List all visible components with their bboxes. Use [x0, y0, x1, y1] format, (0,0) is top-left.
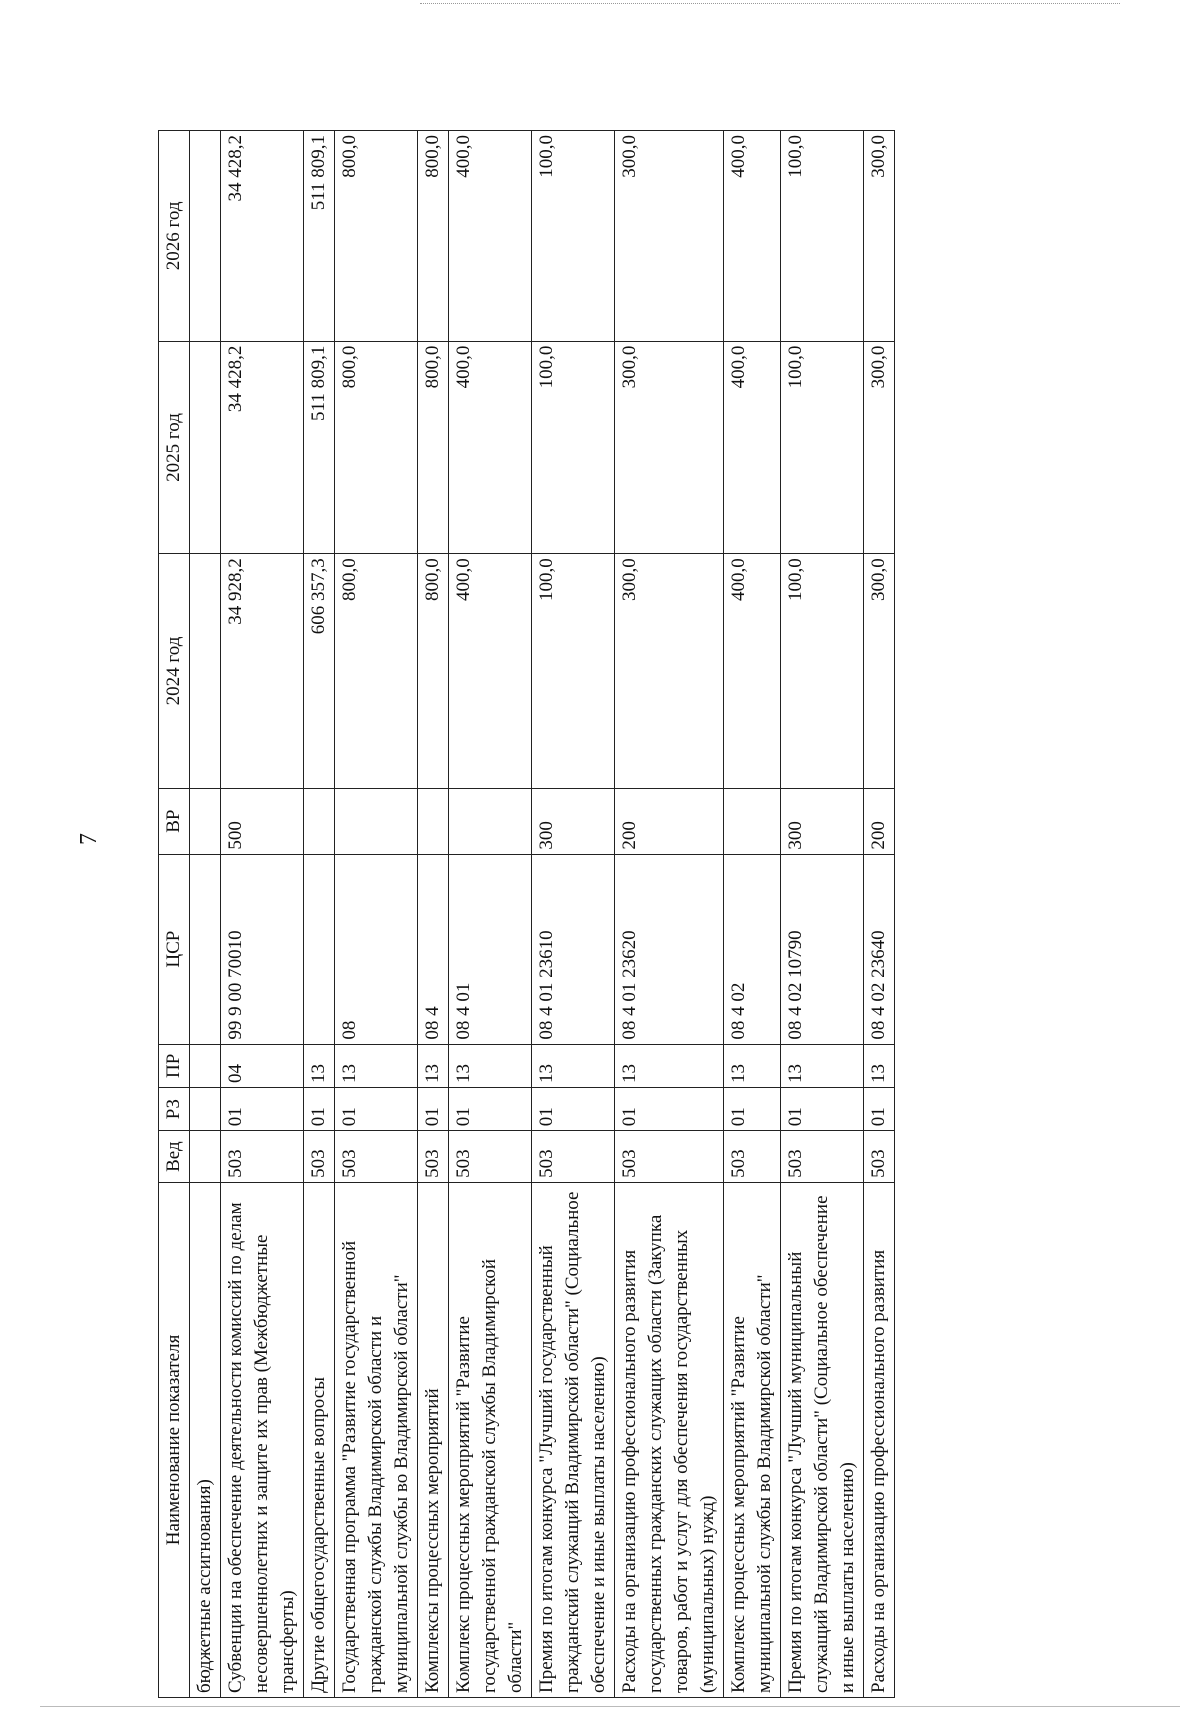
cell-ved — [190, 1131, 221, 1183]
cell-y2024: 300,0 — [615, 554, 724, 788]
cell-rz: 01 — [449, 1087, 532, 1130]
cell-csr: 08 4 02 23640 — [864, 854, 895, 1044]
cell-name: Комплексы процессных мероприятий — [418, 1182, 449, 1697]
cell-ved: 503 — [418, 1131, 449, 1183]
table-body — [190, 131, 895, 1698]
cell-pr: 13 — [418, 1044, 449, 1087]
cell-pr: 13 — [304, 1044, 335, 1087]
table-row — [418, 131, 449, 1698]
rotated-table-wrapper — [158, 130, 1125, 1698]
cell-csr: 08 — [335, 854, 418, 1044]
cell-y2026: 400,0 — [449, 131, 532, 342]
cell-ved: 503 — [335, 1131, 418, 1183]
header-csr: ЦСР — [159, 854, 190, 1044]
cell-rz — [190, 1087, 221, 1130]
table-row — [864, 131, 895, 1698]
header-ved: Вед — [159, 1131, 190, 1183]
table-row — [221, 131, 304, 1698]
table-row — [190, 131, 221, 1698]
cell-ved: 503 — [615, 1131, 724, 1183]
cell-csr: 08 4 01 23610 — [532, 854, 615, 1044]
cell-name: Другие общегосударственные вопросы — [304, 1182, 335, 1697]
cell-y2025 — [190, 341, 221, 554]
cell-vr — [449, 788, 532, 854]
table-row — [532, 131, 615, 1698]
cell-y2026: 100,0 — [781, 131, 864, 342]
table-row — [449, 131, 532, 1698]
cell-y2024: 400,0 — [724, 554, 781, 788]
budget-table — [158, 130, 895, 1698]
header-name: Наименование показателя — [159, 1182, 190, 1697]
cell-rz: 01 — [615, 1087, 724, 1130]
cell-vr — [418, 788, 449, 854]
cell-vr: 300 — [532, 788, 615, 854]
cell-y2024 — [190, 554, 221, 788]
header-rz: РЗ — [159, 1087, 190, 1130]
header-vr: ВР — [159, 788, 190, 854]
cell-csr — [190, 854, 221, 1044]
cell-rz: 01 — [532, 1087, 615, 1130]
cell-pr: 04 — [221, 1044, 304, 1087]
cell-y2026: 34 428,2 — [221, 131, 304, 342]
cell-name: Расходы на организацию профессионального развития государственных гражданских служащих области (Закупка товаров, работ и услуг для обеспечения государственных (муниципальных) нужд) — [615, 1182, 724, 1697]
cell-name: Премия по итогам конкурса "Лучший государственный гражданский служащий Владимирской области" (Социальное обеспечение и иные выплаты населению) — [532, 1182, 615, 1697]
cell-vr — [724, 788, 781, 854]
cell-vr — [335, 788, 418, 854]
cell-ved: 503 — [532, 1131, 615, 1183]
cell-csr: 08 4 — [418, 854, 449, 1044]
cell-y2026: 800,0 — [335, 131, 418, 342]
cell-y2025: 400,0 — [449, 341, 532, 554]
cell-y2026: 100,0 — [532, 131, 615, 342]
header-2025: 2025 год — [159, 341, 190, 554]
cell-y2026: 300,0 — [615, 131, 724, 342]
cell-pr — [190, 1044, 221, 1087]
cell-pr: 13 — [615, 1044, 724, 1087]
cell-ved: 503 — [864, 1131, 895, 1183]
cell-vr — [304, 788, 335, 854]
table-row — [781, 131, 864, 1698]
cell-ved: 503 — [449, 1131, 532, 1183]
cell-vr: 500 — [221, 788, 304, 854]
cell-pr: 13 — [449, 1044, 532, 1087]
header-pr: ПР — [159, 1044, 190, 1087]
table-row — [724, 131, 781, 1698]
cell-rz: 01 — [304, 1087, 335, 1130]
cell-y2026 — [190, 131, 221, 342]
cell-name: Премия по итогам конкурса "Лучший муниципальный служащий Владимирской области" (Социальное обеспечение и иные выплаты населению) — [781, 1182, 864, 1697]
table-row — [335, 131, 418, 1698]
cell-rz: 01 — [221, 1087, 304, 1130]
cell-vr: 200 — [615, 788, 724, 854]
table-row — [304, 131, 335, 1698]
cell-csr: 08 4 02 10790 — [781, 854, 864, 1044]
cell-name: Комплекс процессных мероприятий "Развитие государственной гражданской службы Владимирской области" — [449, 1182, 532, 1697]
cell-name: Расходы на организацию профессионального развития — [864, 1182, 895, 1697]
cell-y2026: 400,0 — [724, 131, 781, 342]
cell-y2026: 511 809,1 — [304, 131, 335, 342]
cell-ved: 503 — [304, 1131, 335, 1183]
cell-y2026: 300,0 — [864, 131, 895, 342]
page-number: 7 — [76, 833, 102, 845]
cell-name: Субвенции на обеспечение деятельности комиссий по делам несовершеннолетних и защите их прав (Межбюджетные трансферты) — [221, 1182, 304, 1697]
cell-ved: 503 — [221, 1131, 304, 1183]
cell-rz: 01 — [418, 1087, 449, 1130]
header-2026: 2026 год — [159, 131, 190, 342]
cell-y2024: 300,0 — [864, 554, 895, 788]
cell-csr: 08 4 02 — [724, 854, 781, 1044]
cell-y2025: 300,0 — [864, 341, 895, 554]
cell-y2024: 800,0 — [418, 554, 449, 788]
header-2024: 2024 год — [159, 554, 190, 788]
cell-vr: 200 — [864, 788, 895, 854]
cell-y2024: 100,0 — [781, 554, 864, 788]
cell-y2024: 606 357,3 — [304, 554, 335, 788]
cell-pr: 13 — [532, 1044, 615, 1087]
cell-rz: 01 — [781, 1087, 864, 1130]
cell-y2025: 34 428,2 — [221, 341, 304, 554]
cell-pr: 13 — [781, 1044, 864, 1087]
cell-ved: 503 — [724, 1131, 781, 1183]
cell-y2025: 100,0 — [781, 341, 864, 554]
cell-pr: 13 — [864, 1044, 895, 1087]
scan-edge-top — [420, 3, 1120, 4]
cell-y2024: 400,0 — [449, 554, 532, 788]
cell-y2024: 100,0 — [532, 554, 615, 788]
table-row — [615, 131, 724, 1698]
cell-rz: 01 — [335, 1087, 418, 1130]
cell-y2024: 800,0 — [335, 554, 418, 788]
scan-edge-bottom — [40, 1706, 1180, 1707]
cell-rz: 01 — [724, 1087, 781, 1130]
cell-vr — [190, 788, 221, 854]
cell-y2025: 300,0 — [615, 341, 724, 554]
cell-pr: 13 — [724, 1044, 781, 1087]
cell-name: бюджетные ассигнования) — [190, 1182, 221, 1697]
cell-y2025: 511 809,1 — [304, 341, 335, 554]
cell-csr: 08 4 01 — [449, 854, 532, 1044]
cell-y2025: 800,0 — [335, 341, 418, 554]
cell-vr: 300 — [781, 788, 864, 854]
cell-csr: 99 9 00 70010 — [221, 854, 304, 1044]
cell-y2025: 100,0 — [532, 341, 615, 554]
cell-name: Государственная программа "Развитие государственной гражданской службы Владимирской области и муниципальной службы во Владимирской области" — [335, 1182, 418, 1697]
table-header-row — [159, 131, 190, 1698]
cell-csr — [304, 854, 335, 1044]
cell-csr: 08 4 01 23620 — [615, 854, 724, 1044]
cell-y2026: 800,0 — [418, 131, 449, 342]
cell-rz: 01 — [864, 1087, 895, 1130]
cell-pr: 13 — [335, 1044, 418, 1087]
cell-name: Комплекс процессных мероприятий "Развитие муниципальной службы во Владимирской области" — [724, 1182, 781, 1697]
cell-y2024: 34 928,2 — [221, 554, 304, 788]
cell-y2025: 800,0 — [418, 341, 449, 554]
cell-ved: 503 — [781, 1131, 864, 1183]
cell-y2025: 400,0 — [724, 341, 781, 554]
